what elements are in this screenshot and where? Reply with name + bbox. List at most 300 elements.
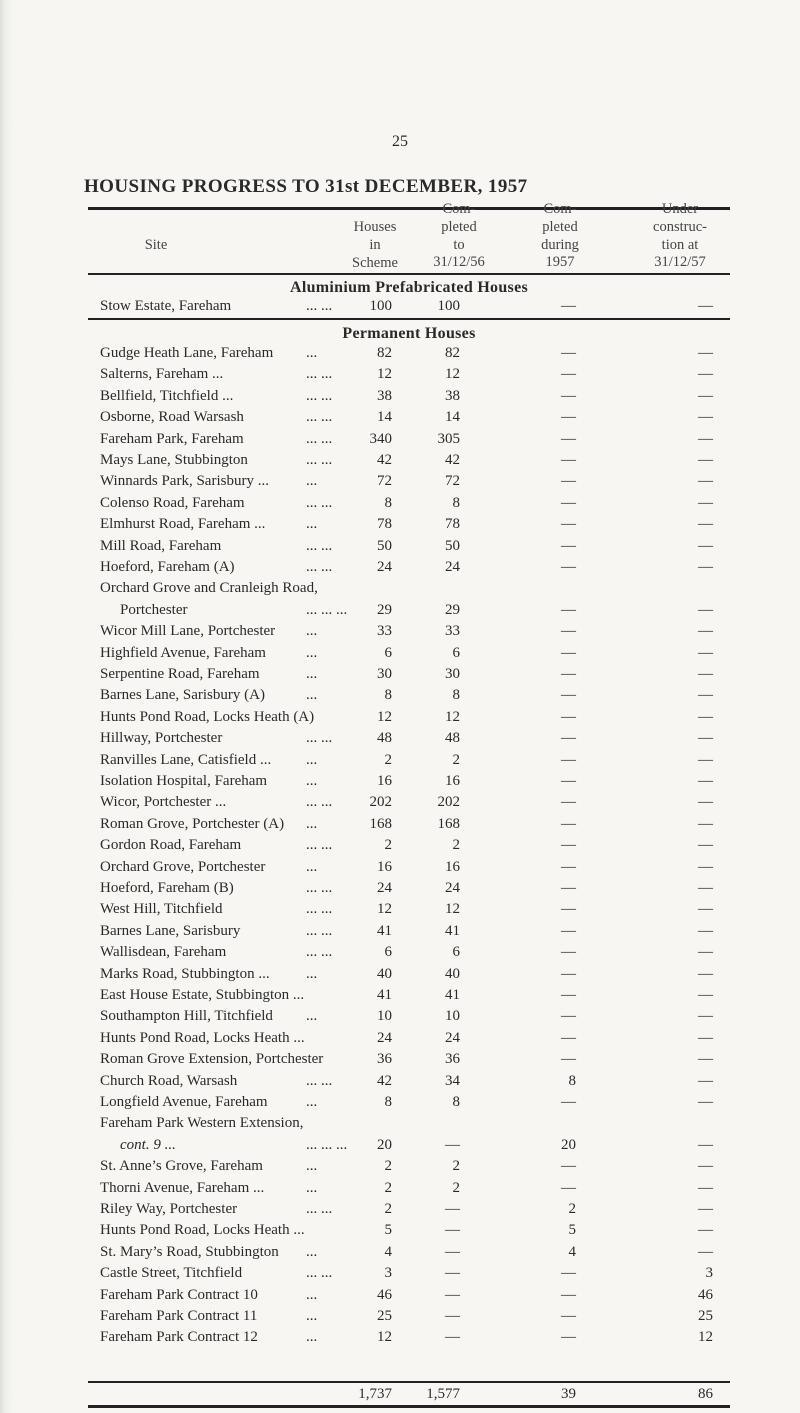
row-houses: 29 bbox=[377, 601, 392, 618]
row-leader-dots: ... ... bbox=[306, 452, 333, 468]
col-header-line: Com- bbox=[442, 201, 476, 217]
row-houses: 14 bbox=[377, 409, 392, 426]
row-leader-dots: ... bbox=[306, 473, 318, 490]
table-row bbox=[88, 602, 730, 622]
row-completed-during: — bbox=[561, 815, 576, 832]
row-under-construction: — bbox=[698, 1072, 713, 1089]
row-leader-dots: ... ... bbox=[306, 537, 333, 554]
row-completed-during: — bbox=[561, 345, 576, 361]
row-completed-during: — bbox=[561, 858, 576, 875]
row-completed-to: 2 bbox=[452, 1158, 460, 1175]
row-under-construction: — bbox=[698, 1136, 713, 1153]
row-completed-during: — bbox=[561, 944, 576, 961]
row-houses: 25 bbox=[377, 1308, 392, 1324]
table-row bbox=[88, 298, 730, 318]
row-leader-dots: ... ... bbox=[306, 944, 333, 961]
row-completed-to: 2 bbox=[452, 1179, 460, 1196]
row-leader-dots: ... ... bbox=[306, 494, 333, 511]
row-houses: 36 bbox=[377, 1051, 392, 1068]
row-site: Gudge Heath Lane, Fareham bbox=[100, 345, 274, 361]
row-completed-to: — bbox=[445, 1222, 460, 1239]
row-completed-to: — bbox=[445, 1243, 460, 1260]
row-completed-during: — bbox=[561, 1094, 576, 1110]
row-houses: 16 bbox=[377, 858, 392, 875]
row-completed-to: 12 bbox=[445, 366, 460, 383]
row-under-construction: 3 bbox=[705, 1265, 713, 1282]
table-row bbox=[88, 944, 730, 964]
row-completed-to: 16 bbox=[445, 773, 460, 789]
row-houses: 6 bbox=[384, 644, 392, 661]
row-site: Salterns, Fareham ... bbox=[100, 366, 224, 383]
row-under-construction: — bbox=[698, 730, 713, 747]
row-houses: 12 bbox=[377, 901, 392, 918]
row-leader-dots: ... bbox=[306, 687, 318, 704]
table-row bbox=[88, 730, 730, 750]
row-site: St. Mary’s Road, Stubbington bbox=[100, 1243, 279, 1260]
row-leader-dots: ... bbox=[306, 345, 318, 361]
row-leader-dots: ... bbox=[306, 1243, 318, 1260]
row-completed-during: — bbox=[561, 516, 576, 533]
table-row bbox=[88, 880, 730, 900]
row-completed-to: 29 bbox=[445, 601, 460, 618]
row-completed-during: 8 bbox=[568, 1072, 576, 1089]
row-under-construction: — bbox=[698, 794, 713, 811]
row-completed-during: — bbox=[561, 366, 576, 383]
table-row bbox=[88, 752, 730, 772]
row-completed-to: 41 bbox=[445, 922, 460, 939]
row-under-construction: — bbox=[698, 387, 713, 404]
table-row bbox=[88, 966, 730, 986]
row-completed-during: 2 bbox=[568, 1201, 576, 1217]
table-row bbox=[88, 837, 730, 857]
row-houses: 41 bbox=[377, 987, 392, 1003]
row-houses: 16 bbox=[377, 773, 392, 789]
row-houses: 30 bbox=[377, 666, 392, 682]
row-houses: 5 bbox=[384, 1222, 392, 1239]
row-under-construction: — bbox=[698, 1243, 713, 1260]
row-completed-during: — bbox=[561, 1158, 576, 1175]
row-houses: 24 bbox=[377, 880, 392, 896]
row-site: Roman Grove, Portchester (A) bbox=[100, 815, 285, 832]
row-completed-during: — bbox=[561, 1308, 576, 1324]
table-row bbox=[88, 452, 730, 472]
row-under-construction: — bbox=[698, 1051, 713, 1068]
row-completed-to: 36 bbox=[445, 1051, 460, 1068]
row-houses: 2 bbox=[384, 1179, 392, 1196]
page-title: HOUSING PROGRESS TO 31st DECEMBER, 1957 bbox=[84, 176, 528, 197]
row-completed-during: — bbox=[561, 687, 576, 704]
table-row bbox=[88, 516, 730, 536]
table-row bbox=[88, 1329, 730, 1349]
row-under-construction: — bbox=[698, 901, 713, 918]
row-site: Fareham Park Western Extension, bbox=[100, 1115, 304, 1132]
table-row bbox=[88, 1244, 730, 1264]
row-houses: 12 bbox=[377, 708, 392, 725]
row-site: Elmhurst Road, Fareham ... bbox=[100, 516, 266, 533]
row-under-construction: — bbox=[698, 537, 713, 554]
row-completed-during: — bbox=[561, 1051, 576, 1068]
table-row bbox=[88, 1073, 730, 1093]
table-row bbox=[88, 773, 730, 793]
table-row bbox=[88, 1308, 730, 1328]
row-houses: 8 bbox=[384, 1094, 392, 1110]
total-houses: 1,737 bbox=[358, 1386, 392, 1402]
row-completed-during: — bbox=[561, 473, 576, 490]
row-completed-to: 42 bbox=[445, 452, 460, 468]
row-leader-dots: ... bbox=[306, 1179, 318, 1196]
row-houses: 12 bbox=[377, 1329, 392, 1346]
row-completed-to: 305 bbox=[437, 430, 460, 447]
row-site: Orchard Grove, Portchester bbox=[100, 858, 266, 875]
row-completed-to: 24 bbox=[445, 880, 460, 896]
row-completed-to: 48 bbox=[445, 730, 460, 747]
table-row bbox=[88, 473, 730, 493]
row-site: Stow Estate, Fareham bbox=[100, 298, 232, 314]
row-leader-dots: ... bbox=[306, 1094, 318, 1110]
row-completed-during: — bbox=[561, 794, 576, 811]
table-row bbox=[88, 1265, 730, 1285]
row-under-construction: — bbox=[698, 601, 713, 618]
row-houses: 38 bbox=[377, 387, 392, 404]
row-leader-dots: ... bbox=[306, 623, 318, 640]
table-row bbox=[88, 1094, 730, 1114]
row-leader-dots: ... bbox=[306, 1008, 318, 1025]
row-site: Isolation Hospital, Fareham bbox=[100, 773, 268, 789]
row-under-construction: — bbox=[698, 559, 713, 575]
row-under-construction: — bbox=[698, 1008, 713, 1025]
col-header-line: pleted bbox=[542, 218, 578, 235]
totals-bottom-rule bbox=[88, 1405, 730, 1408]
table-row bbox=[88, 431, 730, 451]
row-leader-dots: ... bbox=[306, 858, 318, 875]
table-row bbox=[88, 901, 730, 921]
row-under-construction: — bbox=[698, 987, 713, 1003]
row-leader-dots: ... bbox=[306, 773, 318, 789]
row-leader-dots: ... ... bbox=[306, 409, 333, 426]
col-header-line: Under bbox=[661, 201, 699, 217]
row-houses: 42 bbox=[377, 452, 392, 468]
row-houses: 2 bbox=[384, 1201, 392, 1217]
section-divider-rule bbox=[88, 318, 730, 320]
row-completed-during: — bbox=[561, 537, 576, 554]
row-completed-during: — bbox=[561, 1265, 576, 1282]
row-site: St. Anne’s Grove, Fareham bbox=[100, 1158, 263, 1175]
table-row bbox=[88, 1051, 730, 1071]
row-completed-during: — bbox=[561, 1029, 576, 1046]
row-site: Roman Grove Extension, Portchester bbox=[100, 1051, 324, 1068]
row-completed-during: — bbox=[561, 430, 576, 447]
row-site: Osborne, Road Warsash bbox=[100, 409, 244, 426]
row-completed-during: — bbox=[561, 751, 576, 768]
row-completed-to: 38 bbox=[445, 387, 460, 404]
row-site: cont. 9 ... bbox=[120, 1136, 176, 1153]
row-completed-to: — bbox=[445, 1308, 460, 1324]
row-leader-dots: ... ... bbox=[306, 794, 333, 811]
row-under-construction: — bbox=[698, 1179, 713, 1196]
col-header-completed-to bbox=[411, 201, 507, 272]
row-under-construction: — bbox=[698, 409, 713, 426]
row-houses: 42 bbox=[377, 1072, 392, 1089]
row-site: West Hill, Titchfield bbox=[100, 901, 223, 918]
row-site: Barnes Lane, Sarisbury bbox=[100, 922, 241, 939]
col-header-under-construction bbox=[628, 201, 732, 272]
row-site: Fareham Park Contract 11 bbox=[100, 1308, 258, 1324]
row-site: Orchard Grove and Cranleigh Road, bbox=[100, 580, 318, 597]
row-completed-to: 24 bbox=[445, 559, 460, 575]
row-under-construction: — bbox=[698, 1094, 713, 1110]
row-under-construction: 12 bbox=[698, 1329, 713, 1346]
row-site: East House Estate, Stubbington ... bbox=[100, 987, 305, 1003]
row-completed-during: — bbox=[561, 880, 576, 896]
row-under-construction: — bbox=[698, 473, 713, 490]
col-header-completed-during bbox=[513, 201, 607, 272]
row-under-construction: — bbox=[698, 708, 713, 725]
row-completed-during: — bbox=[561, 452, 576, 468]
row-completed-to: 12 bbox=[445, 901, 460, 918]
row-under-construction: — bbox=[698, 751, 713, 768]
col-header-line: pleted bbox=[441, 218, 477, 235]
row-houses: 340 bbox=[369, 430, 392, 447]
row-completed-to: 72 bbox=[445, 473, 460, 490]
row-site: Church Road, Warsash bbox=[100, 1072, 238, 1089]
table-row bbox=[88, 987, 730, 1007]
row-leader-dots: ... ... bbox=[306, 730, 333, 747]
row-site: Winnards Park, Sarisbury ... bbox=[100, 473, 269, 490]
row-under-construction: — bbox=[698, 366, 713, 383]
row-leader-dots: ... ... bbox=[306, 901, 333, 918]
row-leader-dots: ... ... bbox=[306, 387, 333, 404]
row-completed-to: — bbox=[445, 1201, 460, 1217]
table-row bbox=[88, 1137, 730, 1157]
row-completed-during: — bbox=[561, 922, 576, 939]
table-row bbox=[88, 1008, 730, 1028]
row-completed-to: 78 bbox=[445, 516, 460, 533]
row-completed-during: — bbox=[561, 1286, 576, 1303]
row-under-construction: — bbox=[698, 494, 713, 511]
row-completed-during: 4 bbox=[568, 1243, 576, 1260]
row-leader-dots: ... ... bbox=[306, 430, 333, 447]
row-leader-dots: ... ... bbox=[306, 837, 333, 854]
row-under-construction: — bbox=[698, 858, 713, 875]
row-leader-dots: ... bbox=[306, 1286, 318, 1303]
row-completed-during: — bbox=[561, 623, 576, 640]
total-completed-to: 1,577 bbox=[426, 1386, 460, 1402]
row-under-construction: — bbox=[698, 1201, 713, 1217]
row-site: Colenso Road, Fareham bbox=[100, 494, 245, 511]
table-row bbox=[88, 345, 730, 365]
row-site: Fareham Park Contract 10 bbox=[100, 1286, 258, 1303]
row-under-construction: — bbox=[698, 837, 713, 854]
table-row bbox=[88, 859, 730, 879]
table-row bbox=[88, 623, 730, 643]
row-under-construction: — bbox=[698, 687, 713, 704]
table-row bbox=[88, 1115, 730, 1135]
section-title-permanent: Permanent Houses bbox=[342, 325, 476, 342]
section-title-aluminium: Aluminium Prefabricated Houses bbox=[289, 279, 529, 296]
row-leader-dots: ... ... bbox=[306, 559, 333, 575]
row-leader-dots: ... bbox=[306, 751, 318, 768]
row-under-construction: — bbox=[698, 773, 713, 789]
row-houses: 12 bbox=[377, 366, 392, 383]
row-completed-during: — bbox=[561, 559, 576, 575]
row-leader-dots: ... bbox=[306, 1158, 318, 1175]
row-leader-dots: ... ... bbox=[306, 1265, 333, 1282]
row-under-construction: — bbox=[698, 1222, 713, 1239]
table-row bbox=[88, 816, 730, 836]
row-completed-during: — bbox=[561, 901, 576, 918]
row-under-construction: — bbox=[698, 516, 713, 533]
row-completed-to: 16 bbox=[445, 858, 460, 875]
row-site: Mays Lane, Stubbington bbox=[100, 452, 248, 468]
col-header-line: in bbox=[369, 236, 381, 253]
table-row bbox=[88, 1030, 730, 1050]
row-houses: 202 bbox=[369, 794, 392, 811]
row-leader-dots: ... bbox=[306, 1329, 318, 1346]
table-row bbox=[88, 580, 730, 600]
row-houses: 20 bbox=[377, 1136, 392, 1153]
row-under-construction: — bbox=[698, 644, 713, 661]
row-completed-to: 41 bbox=[445, 987, 460, 1003]
row-site: Wicor Mill Lane, Portchester bbox=[100, 623, 276, 640]
totals-top-rule bbox=[88, 1381, 730, 1383]
row-completed-during: — bbox=[561, 601, 576, 618]
row-houses: 48 bbox=[377, 730, 392, 747]
table-row bbox=[88, 366, 730, 386]
col-header-line: Scheme bbox=[352, 254, 398, 271]
row-under-construction: — bbox=[698, 965, 713, 982]
row-houses: 78 bbox=[377, 516, 392, 533]
row-leader-dots: ... bbox=[306, 965, 318, 982]
row-completed-to: 10 bbox=[445, 1008, 460, 1025]
row-completed-to: 14 bbox=[445, 409, 460, 426]
row-under-construction: — bbox=[698, 623, 713, 640]
row-site: Hunts Pond Road, Locks Heath ... bbox=[100, 1029, 305, 1046]
row-completed-during: — bbox=[561, 298, 576, 314]
row-under-construction: — bbox=[698, 298, 713, 314]
row-completed-to: 24 bbox=[445, 1029, 460, 1046]
row-site: Hoeford, Fareham (A) bbox=[100, 559, 235, 575]
row-houses: 33 bbox=[377, 623, 392, 640]
row-site: Serpentine Road, Fareham bbox=[100, 666, 260, 682]
row-completed-to: 168 bbox=[437, 815, 460, 832]
row-completed-during: 5 bbox=[568, 1222, 576, 1239]
row-site: Hunts Pond Road, Locks Heath ... bbox=[100, 1222, 305, 1239]
col-header-line: 1957 bbox=[545, 254, 575, 271]
table-row bbox=[88, 666, 730, 686]
totals-row bbox=[88, 1386, 730, 1406]
col-header-houses-in-scheme bbox=[330, 219, 420, 272]
col-header-line: construc- bbox=[653, 218, 707, 235]
row-completed-during: — bbox=[561, 708, 576, 725]
page-number: 25 bbox=[392, 133, 408, 150]
row-houses: 6 bbox=[384, 944, 392, 961]
row-completed-to: 202 bbox=[437, 794, 460, 811]
row-site: Hunts Pond Road, Locks Heath (A) bbox=[100, 708, 315, 725]
row-site: Longfield Avenue, Fareham bbox=[100, 1094, 268, 1110]
row-completed-to: 30 bbox=[445, 666, 460, 682]
row-completed-to: 50 bbox=[445, 537, 460, 554]
row-site: Fareham Park, Fareham bbox=[100, 430, 244, 447]
row-site: Highfield Avenue, Fareham bbox=[100, 644, 266, 661]
row-completed-during: — bbox=[561, 1008, 576, 1025]
table-row bbox=[88, 1158, 730, 1178]
row-site: Fareham Park Contract 12 bbox=[100, 1329, 258, 1346]
row-site: Marks Road, Stubbington ... bbox=[100, 965, 270, 982]
row-under-construction: 46 bbox=[698, 1286, 713, 1303]
row-houses: 10 bbox=[377, 1008, 392, 1025]
row-site: Gordon Road, Fareham bbox=[100, 837, 242, 854]
row-completed-to: 12 bbox=[445, 708, 460, 725]
table-row bbox=[88, 1180, 730, 1200]
col-header-site: Site bbox=[144, 237, 168, 253]
row-completed-during: — bbox=[561, 1179, 576, 1196]
row-completed-to: — bbox=[445, 1136, 460, 1153]
row-leader-dots: ... bbox=[306, 644, 318, 661]
col-header-line: to bbox=[453, 236, 465, 253]
row-houses: 46 bbox=[377, 1286, 392, 1303]
row-houses: 8 bbox=[384, 494, 392, 511]
row-completed-during: — bbox=[561, 666, 576, 682]
row-completed-to: 8 bbox=[452, 687, 460, 704]
row-houses: 2 bbox=[384, 837, 392, 854]
row-site: Southampton Hill, Titchfield bbox=[100, 1008, 273, 1025]
row-completed-to: 6 bbox=[452, 944, 460, 961]
row-completed-during: — bbox=[561, 730, 576, 747]
row-leader-dots: ... bbox=[306, 516, 318, 533]
table-row bbox=[88, 559, 730, 579]
row-under-construction: — bbox=[698, 345, 713, 361]
row-under-construction: — bbox=[698, 880, 713, 896]
row-site: Hillway, Portchester bbox=[100, 730, 223, 747]
table-row bbox=[88, 1201, 730, 1221]
table-row bbox=[88, 388, 730, 408]
row-houses: 82 bbox=[377, 345, 392, 361]
row-completed-during: — bbox=[561, 494, 576, 511]
row-completed-to: — bbox=[445, 1265, 460, 1282]
total-completed-during: 39 bbox=[561, 1386, 576, 1402]
row-houses: 2 bbox=[384, 751, 392, 768]
row-houses: 100 bbox=[369, 298, 392, 314]
header-bottom-rule bbox=[88, 273, 730, 275]
row-site: Ranvilles Lane, Catisfield ... bbox=[100, 751, 272, 768]
table-row bbox=[88, 687, 730, 707]
table-row bbox=[88, 538, 730, 558]
row-completed-during: — bbox=[561, 409, 576, 426]
row-leader-dots: ... ... bbox=[306, 1072, 333, 1089]
row-houses: 72 bbox=[377, 473, 392, 490]
table-row bbox=[88, 409, 730, 429]
row-houses: 24 bbox=[377, 1029, 392, 1046]
table-row bbox=[88, 709, 730, 729]
row-houses: 4 bbox=[384, 1243, 392, 1260]
col-header-line: Com- bbox=[543, 201, 577, 217]
row-completed-to: 8 bbox=[452, 494, 460, 511]
row-under-construction: — bbox=[698, 1029, 713, 1046]
row-houses: 41 bbox=[377, 922, 392, 939]
row-completed-to: 100 bbox=[437, 298, 460, 314]
row-completed-to: 2 bbox=[452, 837, 460, 854]
row-completed-during: — bbox=[561, 387, 576, 404]
table-row bbox=[88, 495, 730, 515]
table-row bbox=[88, 1222, 730, 1242]
row-under-construction: — bbox=[698, 452, 713, 468]
table-row bbox=[88, 794, 730, 814]
col-header-line: tion at bbox=[661, 236, 699, 253]
row-houses: 3 bbox=[384, 1265, 392, 1282]
row-houses: 50 bbox=[377, 537, 392, 554]
row-completed-to: 8 bbox=[452, 1094, 460, 1110]
row-site: Mill Road, Fareham bbox=[100, 537, 222, 554]
